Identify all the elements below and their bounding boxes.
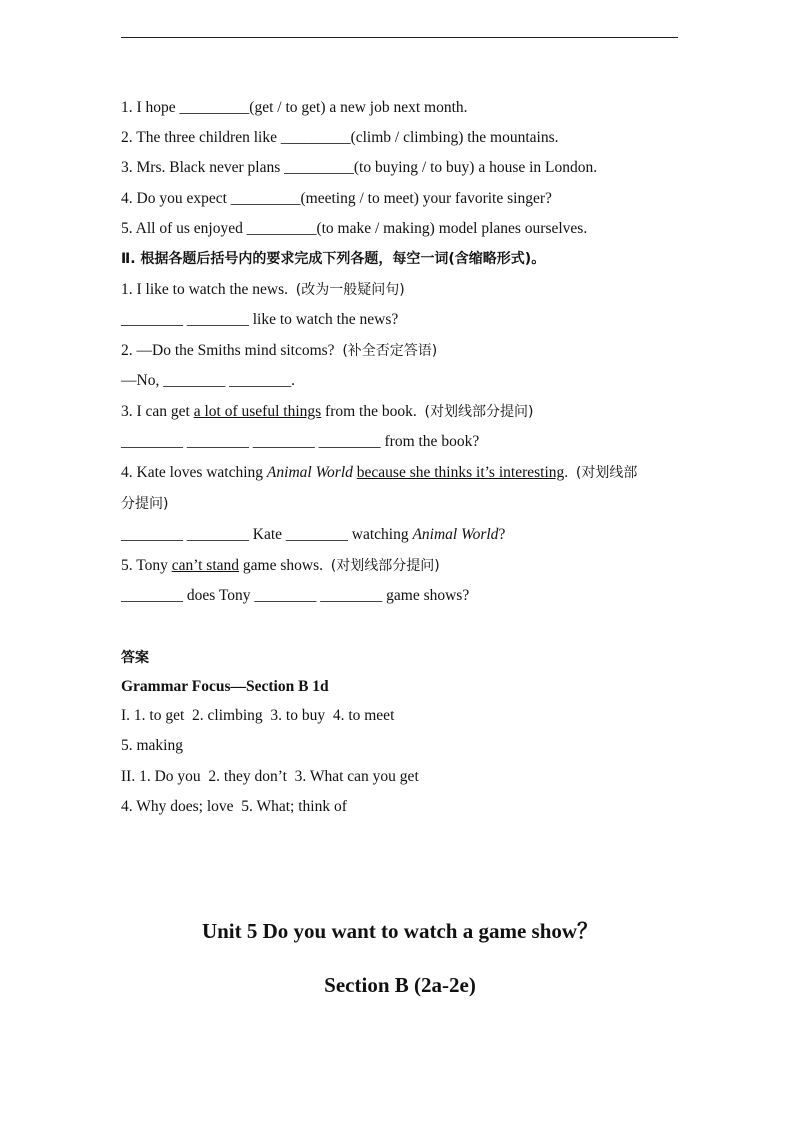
question-4-note-cont: 分提问) [121, 496, 169, 512]
section-title: Section B (2a-2e) [324, 973, 476, 997]
question-4-answer-italic: Animal World [412, 526, 499, 543]
question-4-italic: Animal World [266, 464, 353, 481]
question-5-note: (对划线部分提问) [330, 558, 440, 574]
answer-line-4: 4. Why does; love 5. What; think of [121, 798, 347, 815]
question-4-answer [121, 525, 505, 545]
question-3-answer: ________ ________ ________ ________ from the book? [121, 433, 480, 450]
question-2-answer: —No, ________ ________. [121, 372, 295, 389]
answer-line-2: 5. making [121, 737, 183, 754]
question-4 [121, 463, 637, 483]
question-1-note: (改为一般疑问句) [295, 282, 405, 298]
exercise-line-2: 2. The three children like _________(climb / climbing) the mountains. [121, 129, 559, 146]
question-5-post: game shows. [239, 557, 331, 574]
answer-line-3: II. 1. Do you 2. they don’t 3. What can you get [121, 768, 419, 785]
question-3-note: (对划线部分提问) [424, 404, 534, 420]
question-3-pre: 3. I can get [121, 403, 194, 420]
question-1-text: 1. I like to watch the news. [121, 281, 296, 298]
exercise-line-4: 4. Do you expect _________(meeting / to meet) your favorite singer? [121, 190, 552, 207]
question-4-note: (对划线部 [575, 465, 638, 481]
question-3 [121, 402, 533, 422]
exercise-line-3: 3. Mrs. Black never plans _________(to buying / to buy) a house in London. [121, 159, 598, 176]
question-4-post: . [564, 464, 576, 481]
exercise-line-1: 1. I hope _________(get / to get) a new job next month. [121, 99, 468, 116]
question-5 [121, 556, 440, 576]
question-4-underlined: because she thinks it’s interesting [356, 464, 565, 481]
exercise-line-5: 5. All of us enjoyed _________(to make / making) model planes ourselves. [121, 220, 588, 237]
question-4-answer-pre: ________ ________ Kate ________ watching [121, 526, 413, 543]
section-2-title: Ⅱ. 根据各题后括号内的要求完成下列各题，每空一词(含缩略形式)。 [121, 251, 546, 267]
question-3-post: from the book. [321, 403, 425, 420]
question-3-underlined: a lot of useful things [193, 403, 322, 420]
question-2-note: (补全否定答语) [342, 343, 438, 359]
question-1-answer: ________ ________ like to watch the news? [121, 311, 399, 328]
question-5-answer: ________ does Tony ________ ________ game shows? [121, 587, 470, 604]
answers-heading: 答案 [121, 650, 149, 666]
question-2 [121, 341, 437, 361]
unit-title: Unit 5 Do you want to watch a game show？ [201, 919, 599, 943]
question-5-pre: 5. Tony [121, 557, 172, 574]
question-4-answer-post: ? [498, 526, 506, 543]
grammar-heading: Grammar Focus—Section B 1d [121, 678, 329, 695]
question-4-pre: 4. Kate loves watching [121, 464, 267, 481]
question-5-underlined: can’t stand [171, 557, 240, 574]
answer-line-1: I. 1. to get 2. climbing 3. to buy 4. to meet [121, 707, 395, 724]
question-1 [121, 280, 405, 300]
question-2-text: 2. —Do the Smiths mind sitcoms? [121, 342, 343, 359]
header-rule [121, 37, 678, 38]
